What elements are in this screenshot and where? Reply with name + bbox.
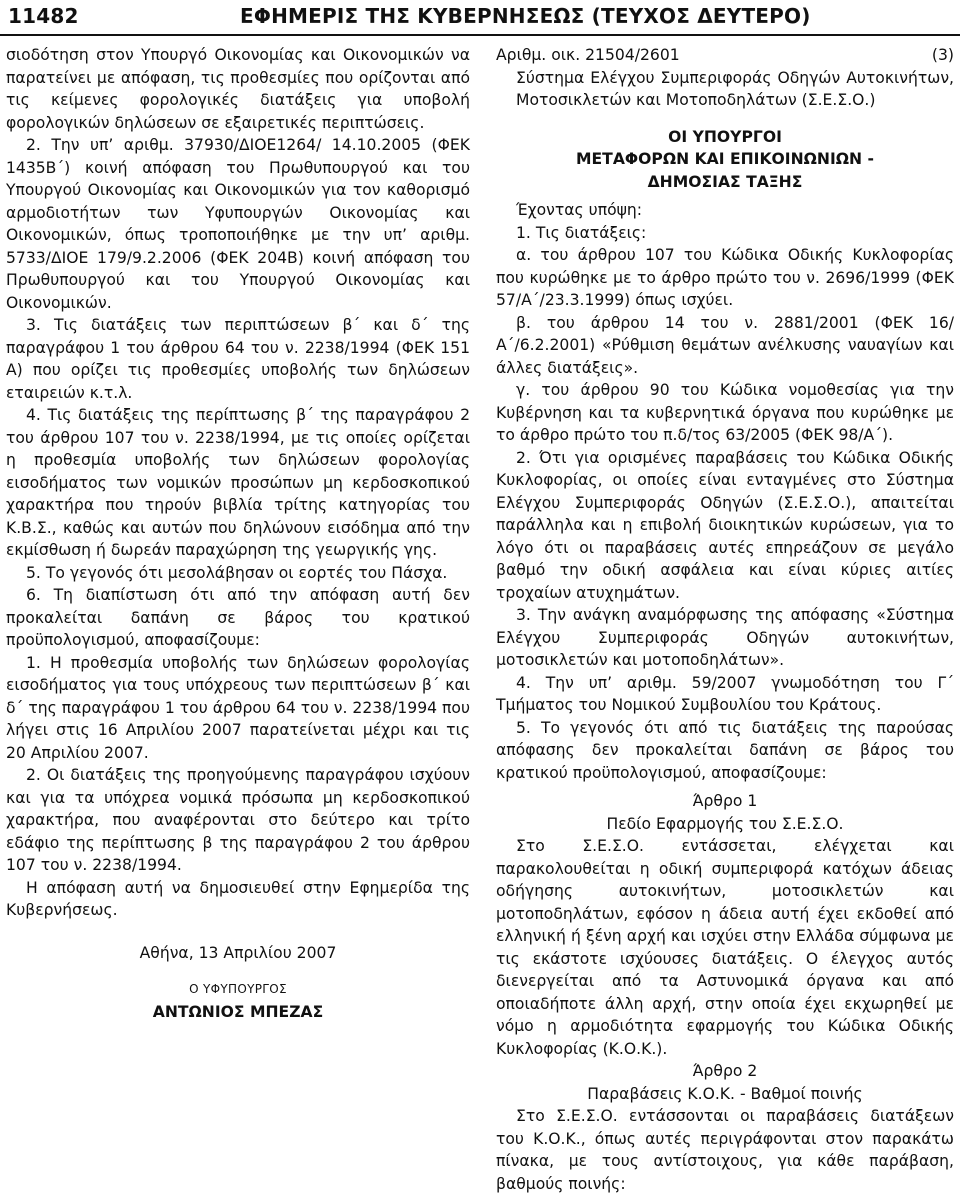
decision-subject: Σύστημα Ελέγχου Συμπεριφοράς Οδηγών Αυτοκινήτων, Μοτοσικλετών και Μοτοποδηλάτων (Σ.Ε.Σ.Ο.)	[516, 68, 954, 109]
paragraph: 2. Οι διατάξεις της προηγούμενης παραγράφου ισχύουν και για τα υπόχρεα νομικά πρόσωπα μη κερδοσκοπικού χαρακτήρα, που αναφέρονται στο δεύτερο και τρίτο εδάφιο της περίπτωσης β της παραγράφου 2 του άρθρου 107 του ν. 2238/1994.	[6, 766, 470, 874]
authority-heading-1: ΟΙ ΥΠΟΥΡΓΟΙ	[668, 127, 782, 146]
article-2-title: Άρθρο 2	[692, 1062, 758, 1080]
paragraph: 6. Τη διαπίστωση ότι από την απόφαση αυτή δεν προκαλείται δαπάνη σε βάρος του κρατικού προϋπολογισμού, αποφασίζουμε:	[6, 586, 470, 649]
left-column	[6, 44, 470, 1023]
paragraph: 5. Το γεγονός ότι από τις διατάξεις της παρούσας απόφασης δεν προκαλείται δαπάνη σε βάρος του κρατικού προϋπολογισμού, αποφασίζουμε:	[496, 718, 954, 782]
signature-date: Αθήνα, 13 Απριλίου 2007	[139, 943, 337, 962]
paragraph: β. του άρθρου 14 του ν. 2881/2001 (ΦΕΚ 16/Α΄/6.2.2001) «Ρύθμιση θεμάτων ανέλκυσης ναυαγίων και άλλες διατάξεις».	[496, 313, 954, 377]
paragraph: 3. Την ανάγκη αναμόρφωσης της απόφασης «Σύστημα Ελέγχου Συμπεριφοράς Οδηγών αυτοκινήτων, μοτοσικλετών και μοτοποδηλάτων».	[496, 606, 954, 669]
paragraph: 4. Τις διατάξεις της περίπτωσης β΄ της παραγράφου 2 του άρθρου 107 του ν. 2238/1994, με τις οποίες ορίζεται η προθεσμία υποβολής των δηλώσεων φορολογίας εισοδήματος των νομικών προσώπων μη κερδοσκοπικού χαρακτήρα που τηρούν βιβλία τρίτης κατηγορίας του Κ.Β.Σ., καθώς και αυτών που δηλώνουν εισόδημα από την εκμίσθωση ή δωρεάν παραχώρηση της γεωργικής γης.	[6, 406, 470, 559]
authority-heading-2: ΜΕΤΑΦΟΡΩΝ ΚΑΙ ΕΠΙΚΟΙΝΩΝΙΩΝ -	[576, 150, 874, 168]
gazette-title: ΕΦΗΜΕΡΙΣ ΤΗΣ ΚΥΒΕΡΝΗΣΕΩΣ (ΤΕΥΧΟΣ ΔΕΥΤΕΡΟ)	[240, 4, 811, 28]
decision-reference	[496, 44, 954, 67]
reference-index: (3)	[931, 46, 954, 64]
paragraph: 1. Τις διατάξεις:	[516, 223, 647, 242]
signer-title: Ο ΥΦΥΠΟΥΡΓΟΣ	[189, 982, 287, 996]
paragraph: γ. του άρθρου 90 του Κώδικα νομοθεσίας για την Κυβέρνηση και τα κυβερνητικά όργανα που κυρώθηκε με το άρθρο πρώτο του π.δ/τος 63/2005 (ΦΕΚ 98/Α΄).	[496, 381, 954, 444]
right-column	[496, 44, 954, 1195]
page-header	[0, 0, 960, 36]
article-1-title: Άρθρο 1	[692, 792, 758, 810]
having-regard: Έχοντας υπόψη:	[516, 201, 643, 219]
paragraph: 2. Ότι για ορισμένες παραβάσεις του Κώδικα Οδικής Κυκλοφορίας, οι οποίες είναι ενταγμένες στο Σύστημα Ελέγχου Συμπεριφοράς Οδηγών (Σ.Ε.Σ.Ο.), απαιτείται παράλληλα και η επιβολή διοικητικών κυρώσεων, για το λόγο ότι οι παραβάσεις αυτές επηρεάζουν σε μεγάλο βαθμό την οδική ασφάλεια και είναι κύριες αιτίες τροχαίων ατυχημάτων.	[496, 448, 954, 602]
authority-heading-3: ΔΗΜΟΣΙΑΣ ΤΑΞΗΣ	[647, 172, 803, 191]
paragraph: α. του άρθρου 107 του Κώδικα Οδικής Κυκλοφορίας που κυρώθηκε με το άρθρο πρώτο του ν. 2696/1999 (ΦΕΚ 57/Α΄/23.3.1999) όπως ισχύει.	[496, 246, 954, 309]
header-rule	[0, 34, 960, 36]
paragraph: σιοδότηση στον Υπουργό Οικονομίας και Οικονομικών να παρατείνει με απόφαση, τις προθεσμίες που ορίζονται από τις κείμενες φορολογικές διατάξεις για υποβολή φορολογικών δηλώσεων σε εξαιρετικές περιπτώσεις.	[6, 46, 470, 132]
signer-name: ΑΝΤΩΝΙΟΣ ΜΠΕΖΑΣ	[152, 1002, 324, 1021]
paragraph: 4. Την υπ’ αριθμ. 59/2007 γνωμοδότηση του Γ΄ Τμήματος του Νομικού Συμβουλίου του Κράτους.	[496, 673, 954, 714]
page-number: 11482	[8, 4, 79, 28]
paragraph: 1. Η προθεσμία υποβολής των δηλώσεων φορολογίας εισοδήματος για τους υπόχρεους των περιπτώσεων β΄ και δ΄ της παραγράφου 1 του άρθρου 64 του ν. 2238/1994 που λήγει στις 16 Απριλίου 2007 παρατείνεται μέχρι και τις 20 Απριλίου 2007.	[6, 653, 470, 762]
article-2-text: Στο Σ.Ε.Σ.Ο. εντάσσονται οι παραβάσεις διατάξεων του Κ.Ο.Κ., όπως αυτές περιγράφονται στον παρακάτω πίνακα, με τους αντίστοιχους, για κάθε παράβαση, βαθμούς ποινής:	[496, 1107, 954, 1193]
article-1-heading: Πεδίο Εφαρμογής του Σ.Ε.Σ.Ο.	[606, 814, 844, 833]
paragraph: 2. Την υπ’ αριθμ. 37930/ΔΙΟΕ1264/ 14.10.2005 (ΦΕΚ 1435Β΄) κοινή απόφαση του Πρωθυπουργού και του Υπουργού Οικονομίας και Οικονομικών για τον καθορισμό αρμοδιοτήτων των Υφυπουργών Οικονομίας και Οικονομικών, όπως τροποποιήθηκε με την υπ’ αριθμ. 5733/ΔΙΟΕ 179/9.2.2006 (ΦΕΚ 204Β) κοινή απόφαση του Πρωθυπουργού και του Υπουργού Οικονομίας και Οικονομικών.	[6, 136, 470, 312]
paragraph: 3. Τις διατάξεις των περιπτώσεων β΄ και δ΄ της παραγράφου 1 του άρθρου 64 του ν. 2238/1994 (ΦΕΚ 151 Α) που ορίζει τις προθεσμίες υποβολής των δηλώσεων εταιρειών κ.τ.λ.	[6, 316, 470, 402]
reference-number: Αριθμ. οικ. 21504/2601	[496, 46, 680, 64]
article-2-heading: Παραβάσεις Κ.Ο.Κ. - Βαθμοί ποινής	[587, 1084, 863, 1103]
article-1-text: Στο Σ.Ε.Σ.Ο. εντάσσεται, ελέγχεται και παρακολουθείται η οδική συμπεριφορά κατόχων άδειας οδήγησης αυτοκινήτων, μοτοσικλετών και μοτοποδηλάτων, εφόσον η άδεια αυτή έχει εκδοθεί από ελληνική ή ξένη αρχή και ισχύει στην Ελλάδα σύμφωνα με τις εκάστοτε ισχύουσες διατάξεις. Ο έλεγχος αυτός διενεργείται από τα Αστυνομικά όργανα και από οποιαδήποτε άλλη αρχή, στην οποία έχει εκχωρηθεί με νόμο η αρμοδιότητα εφαρμογής του Κώδικα Οδικής Κυκλοφορίας (Κ.Ο.Κ.).	[496, 837, 954, 1058]
paragraph: 5. Το γεγονός ότι μεσολάβησαν οι εορτές του Πάσχα.	[26, 563, 448, 582]
paragraph: Η απόφαση αυτή να δημοσιευθεί στην Εφημερίδα της Κυβερνήσεως.	[6, 878, 470, 919]
